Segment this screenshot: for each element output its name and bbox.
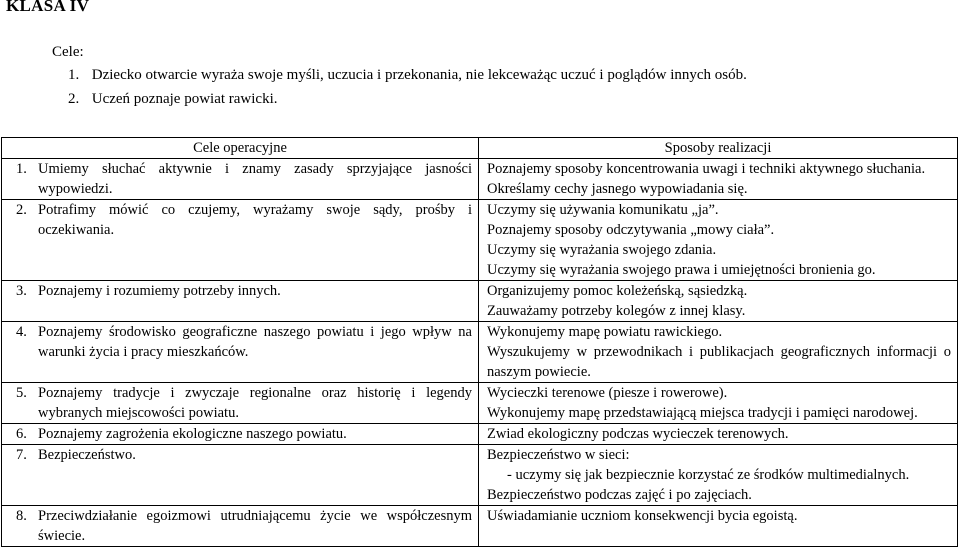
methods-cell [479, 506, 958, 547]
goal-number: 1. [68, 67, 80, 83]
row-number: 6. [16, 426, 27, 442]
table-row [2, 424, 958, 445]
row-number: 5. [16, 385, 27, 401]
method-line: Poznajemy sposoby odczytywania „mowy ciała”. [487, 222, 775, 238]
goal-cell [2, 281, 479, 322]
method-line: Wykonujemy mapę przedstawiającą miejsca tradycji i pamięci narodowej. [487, 405, 918, 421]
goal-cell [2, 424, 479, 445]
method-line: Uczymy się wyrażania swojego prawa i umiejętności bronienia go. [487, 262, 876, 278]
method-line: Organizujemy pomoc koleżeńską, sąsiedzką. [487, 283, 748, 299]
goal-item [68, 67, 747, 84]
method-line: Poznajemy sposoby koncentrowania uwagi i techniki aktywnego słuchania. [487, 161, 926, 177]
row-goal-text: Poznajemy zagrożenia ekologiczne naszego powiatu. [38, 426, 347, 442]
method-line: Uczymy się wyrażania swojego zdania. [487, 242, 717, 258]
page-title: KLASA IV [6, 0, 90, 15]
goal-cell [2, 445, 479, 506]
method-line: Wyszukujemy w przewodnikach i publikacjach geograficznych informacji o naszym powiecie. [487, 344, 951, 380]
goals-heading: Cele: [52, 44, 84, 60]
method-line: Bezpieczeństwo podczas zajęć i po zajęciach. [487, 487, 752, 503]
goal-entry [2, 159, 478, 199]
goal-entry [2, 424, 478, 444]
goal-entry [2, 506, 478, 546]
methods-cell [479, 445, 958, 506]
row-number: 2. [16, 202, 27, 218]
goal-entry [2, 322, 478, 362]
row-goal-text: Poznajemy tradycje i zwyczaje regionalne oraz historię i legendy wybranych miejscowości powiatu. [38, 385, 472, 421]
goal-cell [2, 200, 479, 281]
row-goal-text: Przeciwdziałanie egoizmowi utrudniającemu życie we współczesnym świecie. [38, 508, 472, 544]
goal-entry [2, 200, 478, 240]
row-number: 3. [16, 283, 27, 299]
row-number: 7. [16, 447, 27, 463]
method-line: Uświadamianie uczniom konsekwencji bycia egoistą. [487, 508, 798, 524]
goal-text: Uczeń poznaje powiat rawicki. [91, 91, 278, 107]
row-number: 8. [16, 508, 27, 524]
header-sposoby-realizacji: Sposoby realizacji [479, 138, 958, 159]
method-line: Bezpieczeństwo w sieci: [487, 447, 630, 463]
row-number: 1. [16, 161, 27, 177]
row-goal-text: Potrafimy mówić co czujemy, wyrażamy swoje sądy, prośby i oczekiwania. [38, 202, 472, 238]
goal-entry [2, 383, 478, 423]
method-line: - uczymy się jak bezpiecznie korzystać ze środków multimedialnych. [507, 467, 910, 483]
goal-cell [2, 322, 479, 383]
method-line: Określamy cechy jasnego wypowiadania się. [487, 181, 748, 197]
methods-cell [479, 322, 958, 383]
row-goal-text: Poznajemy środowisko geograficzne naszego powiatu i jego wpływ na warunki życia i pracy mieszkańców. [38, 324, 472, 360]
goal-cell [2, 506, 479, 547]
methods-cell [479, 424, 958, 445]
method-line: Uczymy się używania komunikatu „ja”. [487, 202, 719, 218]
method-line: Zauważamy potrzeby kolegów z innej klasy. [487, 303, 746, 319]
row-goal-text: Bezpieczeństwo. [38, 447, 136, 463]
row-number: 4. [16, 324, 27, 340]
header-cele-operacyjne: Cele operacyjne [2, 138, 479, 159]
goal-entry [2, 445, 478, 465]
goals-table [1, 137, 958, 547]
table-header-row [2, 138, 958, 159]
table-row [2, 200, 958, 281]
methods-cell [479, 200, 958, 281]
goal-entry [2, 281, 478, 301]
goal-cell [2, 383, 479, 424]
table-row [2, 159, 958, 200]
table-row [2, 383, 958, 424]
row-goal-text: Umiemy słuchać aktywnie i znamy zasady sprzyjające jasności wypowiedzi. [38, 161, 472, 197]
table-row [2, 445, 958, 506]
goal-item [68, 91, 278, 108]
methods-cell [479, 281, 958, 322]
table-row [2, 322, 958, 383]
methods-cell [479, 159, 958, 200]
table-row [2, 281, 958, 322]
table-row [2, 506, 958, 547]
method-line: Zwiad ekologiczny podczas wycieczek terenowych. [487, 426, 789, 442]
goal-number: 2. [68, 91, 80, 107]
methods-cell [479, 383, 958, 424]
goal-cell [2, 159, 479, 200]
method-line: Wycieczki terenowe (piesze i rowerowe). [487, 385, 728, 401]
row-goal-text: Poznajemy i rozumiemy potrzeby innych. [38, 283, 281, 299]
method-line: Wykonujemy mapę powiatu rawickiego. [487, 324, 723, 340]
goal-text: Dziecko otwarcie wyraża swoje myśli, uczucia i przekonania, nie lekceważąc uczuć i poglądów innych osób. [91, 67, 747, 83]
